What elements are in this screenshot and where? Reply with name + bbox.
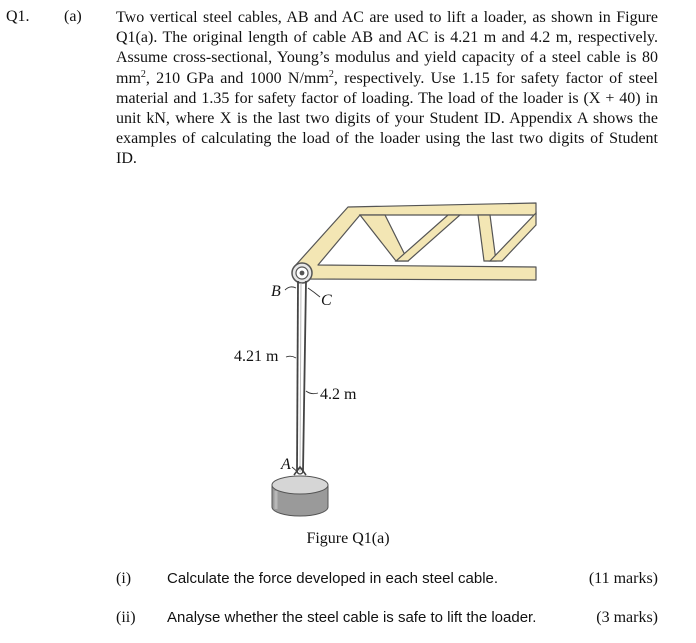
subquestion-2-number: (ii) bbox=[116, 609, 136, 626]
question-text-part-2: , 210 GPa and 1000 N/mm bbox=[145, 69, 329, 87]
figure-caption: Figure Q1(a) bbox=[306, 530, 390, 547]
subquestion-1-text: Calculate the force developed in each steel cable. bbox=[167, 570, 499, 587]
label-c: C bbox=[321, 292, 332, 309]
length-ac-label: 4.2 m bbox=[320, 386, 357, 403]
label-a: A bbox=[281, 456, 291, 473]
superscript-1: 2 bbox=[140, 68, 146, 80]
question-text-part-3: , respectively. Use 1.15 for safety factor of steel material and 1.35 for safety factor of loading. The load of the loader is (X + 40) in unit kN, where X is the last two digits of your Student ID. Appendix A shows the examples of calculating the load of the loader using the last two digits of Student ID. bbox=[116, 69, 659, 168]
figure-q1a bbox=[210, 195, 550, 525]
subquestion-1-marks: (11 marks) bbox=[588, 570, 658, 587]
pulley bbox=[292, 263, 312, 283]
steel-cables bbox=[297, 281, 306, 472]
truss-boom bbox=[294, 203, 536, 280]
question-part-label: (a) bbox=[64, 8, 82, 25]
question-number: Q1. bbox=[6, 8, 30, 25]
subquestion-2-marks: (3 marks) bbox=[596, 609, 658, 626]
label-b: B bbox=[271, 283, 281, 300]
figure-drawing bbox=[210, 195, 550, 525]
subquestion-1-number: (i) bbox=[116, 570, 132, 587]
length-ab-label: 4.21 m bbox=[234, 348, 279, 365]
question-paragraph bbox=[116, 8, 658, 170]
question-text-part-1: Two vertical steel cables, AB and AC are used to lift a loader, as shown in Figure Q1(a). The original length of cable AB and AC is 4.21 m and 4.2 m, respectively. Assume cross-sectional, Young’s modulus and yield capacity of a steel cable is 80 mm bbox=[116, 9, 658, 87]
loader-block bbox=[272, 476, 328, 516]
subquestion-2-text: Analyse whether the steel cable is safe to lift the loader. bbox=[167, 609, 537, 626]
superscript-2: 2 bbox=[328, 68, 334, 80]
